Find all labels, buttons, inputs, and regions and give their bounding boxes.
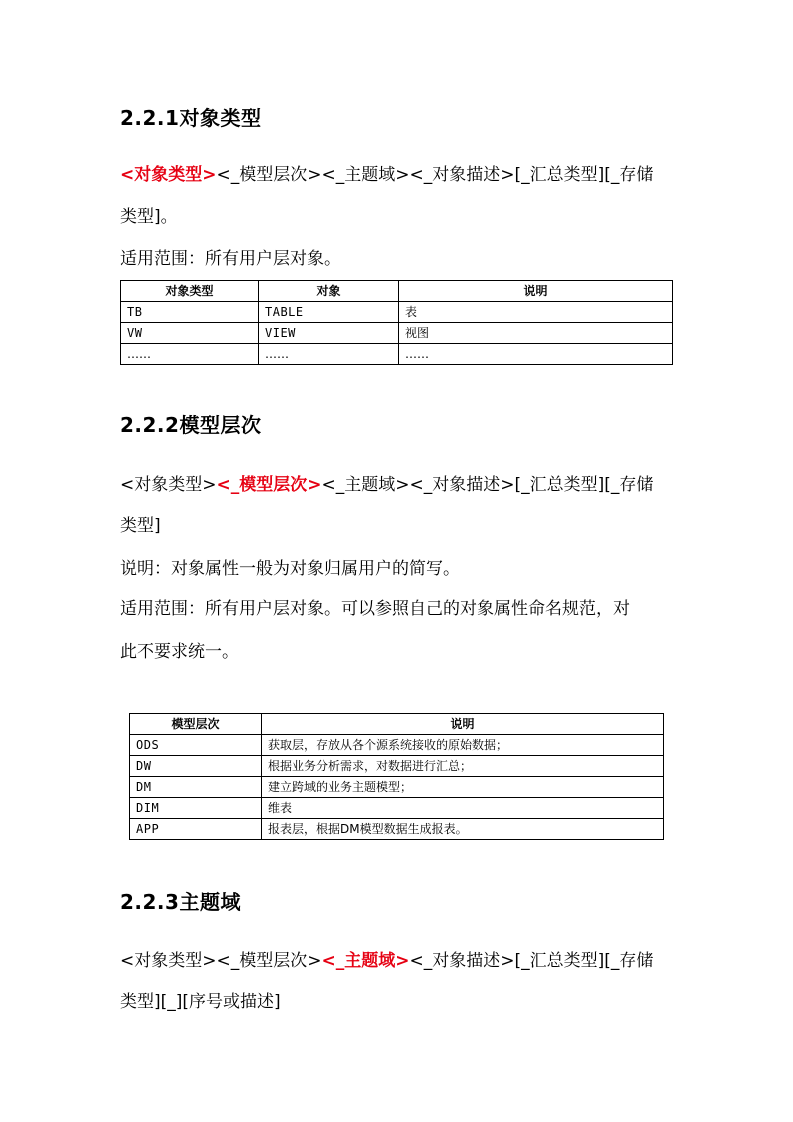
table-cell: TB [121,302,259,323]
table-cell: 表 [399,302,673,323]
naming-rule-line [120,473,680,497]
table-cell: 报表层，根据DM模型数据生成报表。 [262,819,664,840]
table-cell: VW [121,323,259,344]
table-header: 对象 [259,281,399,302]
section-heading-subject-domain: 2.2.3主题域 [120,890,241,914]
table-cell: 视图 [399,323,673,344]
table-row [130,819,664,840]
note-text: 说明：对象属性一般为对象归属用户的简写。 [120,559,460,579]
object-type-table [120,280,673,365]
table-header-row [121,281,673,302]
table-cell: DIM [130,798,262,819]
scope-text-2: 此不要求统一。 [120,642,239,662]
rule-rest: <_模型层次><_主题域><_对象描述>[_汇总类型][_存储 [216,165,654,185]
table-cell: 获取层，存放从各个源系统接收的原始数据； [262,735,664,756]
table-cell: …… [259,344,399,365]
table-header: 说明 [262,714,664,735]
naming-rule-line [120,163,680,187]
naming-rule-line [120,949,680,973]
table-cell: …… [399,344,673,365]
highlight-object-type: <对象类型> [120,165,217,185]
highlight-subject-domain: <_主题域> [321,951,410,971]
table-header: 模型层次 [130,714,262,735]
section-heading-model-layer: 2.2.2模型层次 [120,413,262,437]
table-cell: 维表 [262,798,664,819]
rule-pre: <对象类型><_模型层次> [120,951,322,971]
naming-rule-line-2: 类型]。 [120,207,178,227]
table-row [130,777,664,798]
table-cell: ODS [130,735,262,756]
table-cell: VIEW [259,323,399,344]
model-layer-table [129,713,664,840]
table-cell: TABLE [259,302,399,323]
table-header-row [130,714,664,735]
table-row [121,302,673,323]
table-cell: 根据业务分析需求，对数据进行汇总； [262,756,664,777]
table-row [130,735,664,756]
table-row [130,756,664,777]
highlight-model-layer: <_模型层次> [216,475,322,495]
table-header: 对象类型 [121,281,259,302]
table-row [121,323,673,344]
naming-rule-line-2: 类型] [120,516,161,536]
table-row [130,798,664,819]
table-cell: …… [121,344,259,365]
table-row [121,344,673,365]
table-cell: APP [130,819,262,840]
table-cell: DM [130,777,262,798]
scope-text: 适用范围：所有用户层对象。 [120,249,341,269]
rule-rest: <_对象描述>[_汇总类型][_存储 [409,951,654,971]
table-cell: 建立跨域的业务主题模型； [262,777,664,798]
table-cell: DW [130,756,262,777]
section-heading-object-type: 2.2.1对象类型 [120,106,262,130]
scope-text: 适用范围：所有用户层对象。可以参照自己的对象属性命名规范，对 [120,599,630,619]
rule-rest: <_主题域><_对象描述>[_汇总类型][_存储 [321,475,654,495]
table-header: 说明 [399,281,673,302]
naming-rule-line-2: 类型][_][序号或描述] [120,992,281,1012]
rule-pre: <对象类型> [120,475,217,495]
